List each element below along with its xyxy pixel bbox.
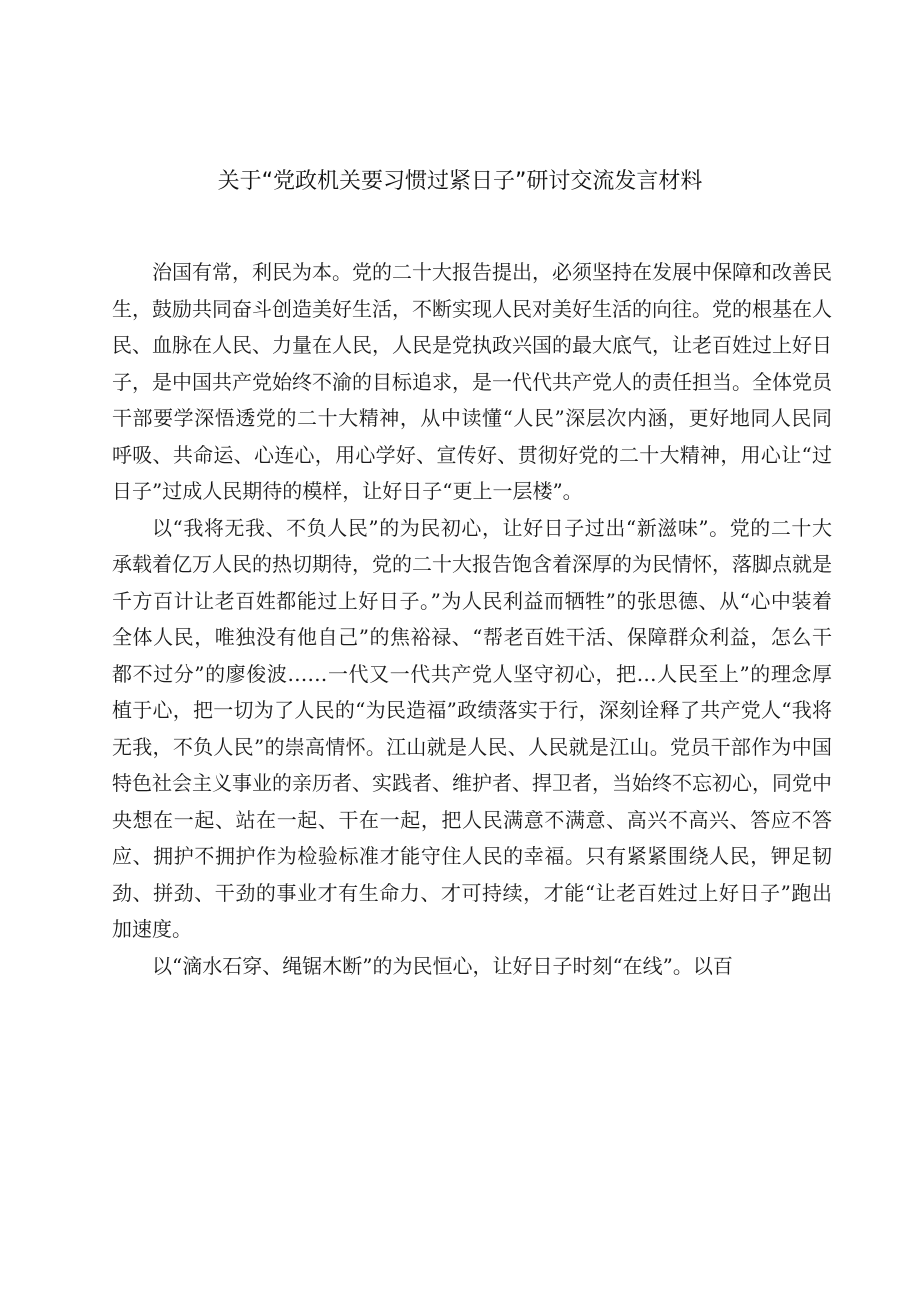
- paragraph-3: 以“滴水石穿、绳锯木断”的为民恒心，让好日子时刻“在线”。以百: [152, 953, 733, 978]
- paragraph-2: 以“我将无我、不负人民”的为民初心，让好日子过出“新滋味”。党的二十大承载着亿万人民的热切期待，党的二十大报告饱含着深厚的为民情怀，落脚点就是千方百计让老百姓都能过上好日子。”为人民利益而牺牲”的张思德、从“心中装着全体人民，唯独没有他自己”的焦裕禄、“帮老百姓干活、保障群众利益，怎么干都不过分”的廖俊波……一代又一代共产党人坚守初心，把…人民至上”的理念厚植于心，把一切为了人民的“为民造福”政绩落实于行，深刻诠释了共产党人“我将无我，不负人民”的崇高情怀。江山就是人民、人民就是江山。党员干部作为中国特色社会主义事业的亲历者、实践者、维护者、捍卫者，当始终不忘初心，同党中央想在一起、站在一起、干在一起，把人民满意不满意、高兴不高兴、答应不答应、拥护不拥护作为检验标准才能守住人民的幸福。只有紧紧围绕人民，钾足韧劲、拼劲、干劲的事业才有生命力、才可持续，才能“让老百姓过上好日子”跑出加速度。: [112, 515, 832, 941]
- document-title: 关于“党政机关要习惯过紧日子”研讨交流发言材料: [217, 169, 703, 194]
- document-body: [112, 254, 832, 984]
- paragraph-1: 治国有常，利民为本。党的二十大报告提出，必须坚持在发展中保障和改善民生，鼓励共同奋斗创造美好生活，不断实现人民对美好生活的向往。党的根基在人民、血脉在人民、力量在人民，人民是党执政兴国的最大底气，让老百姓过上好日子，是中国共产党始终不渝的目标追求，是一代代共产党人的责任担当。全体党员干部要学深悟透党的二十大精神，从中读懂“人民”深层次内涵，更好地同人民同呼吸、共命运、心连心，用心学好、宣传好、贯彻好党的二十大精神，用心让“过日子”过成人民期待的模样，让好日子“更上一层楼”。: [112, 260, 832, 503]
